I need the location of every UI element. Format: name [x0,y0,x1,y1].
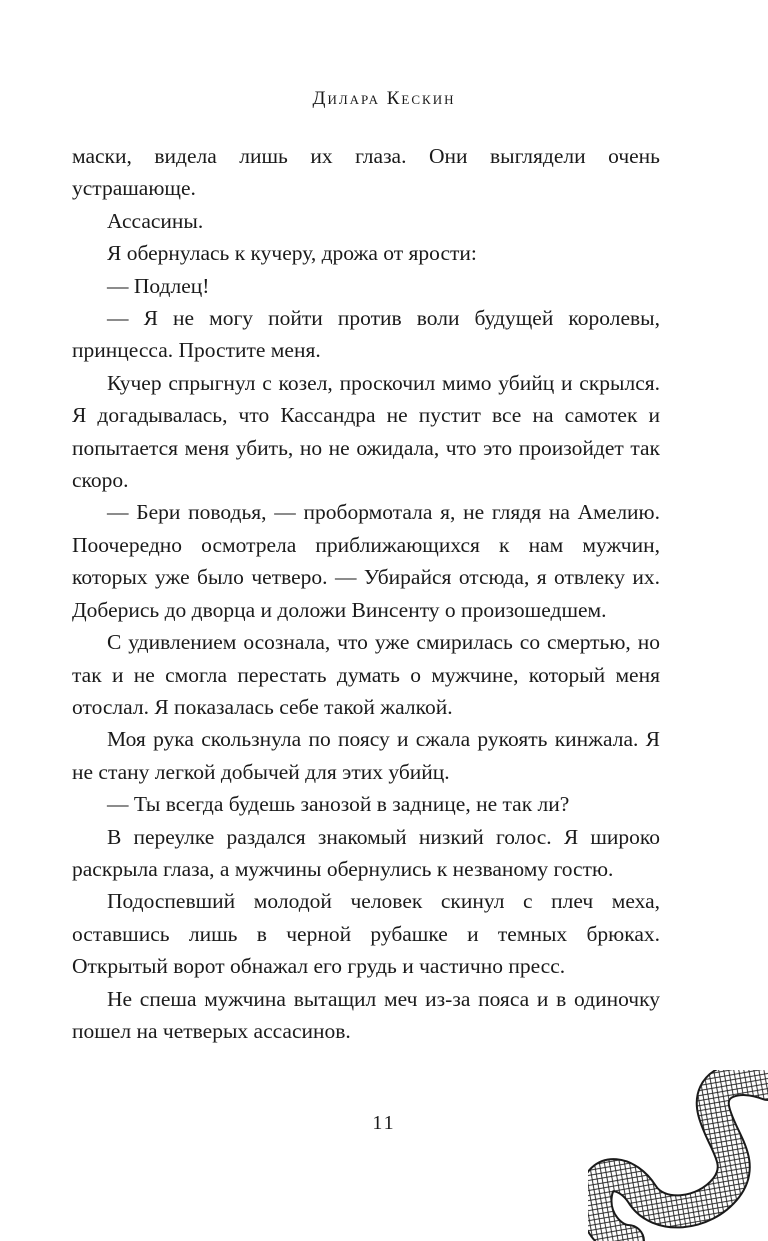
page-number: 11 [372,1112,396,1134]
paragraph-7: — Бери поводья, — пробормотала я, не глядя на Амелию. Поочередно осмотрела приближающихся к нам мужчин, которых уже было четверо. — Убирайся отсюда, я отвлеку их. Доберись до дворца и доложи Винсенту о произошедшем. [72,500,660,622]
paragraph-2: Ассасины. [107,208,204,233]
snake-illustration-icon [588,1070,768,1241]
paragraph-4: — Подлец! [107,273,210,298]
paragraph-5: — Я не могу пойти против воли будущей королевы, принцесса. Простите меня. [72,306,660,363]
paragraph-11: В переулке раздался знакомый низкий голос. Я широко раскрыла глаза, а мужчины обернулись к незваному гостю. [72,824,660,881]
paragraph-12: Подоспевший молодой человек скинул с плеч меха, оставшись лишь в черной рубашке и темных брюках. Открытый ворот обнажал его грудь и частично пресс. [72,889,660,979]
paragraph-3: Я обернулась к кучеру, дрожа от ярости: [107,241,477,266]
paragraph-10: — Ты всегда будешь занозой в заднице, не так ли? [107,792,570,817]
running-head: Дилара Кескин [312,88,456,109]
paragraph-1: маски, видела лишь их глаза. Они выглядели очень устрашающе. [72,144,660,201]
paragraph-9: Моя рука скользнула по поясу и сжала рукоять кинжала. Я не стану легкой добычей для этих убийц. [72,727,660,784]
paragraph-8: С удивлением осознала, что уже смирилась со смертью, но так и не смогла перестать думать о мужчине, который меня отослал. Я показалась себе такой жалкой. [72,630,660,719]
body-text [72,140,660,1047]
paragraph-6: Кучер спрыгнул с козел, проскочил мимо убийц и скрылся. Я догадывалась, что Кассандра не пустит все на самотек и попытается меня убить, но не ожидала, что это произойдет так скоро. [72,370,660,493]
paragraph-13: Не спеша мужчина вытащил меч из-за пояса и в одиночку пошел на четверых ассасинов. [72,986,660,1043]
